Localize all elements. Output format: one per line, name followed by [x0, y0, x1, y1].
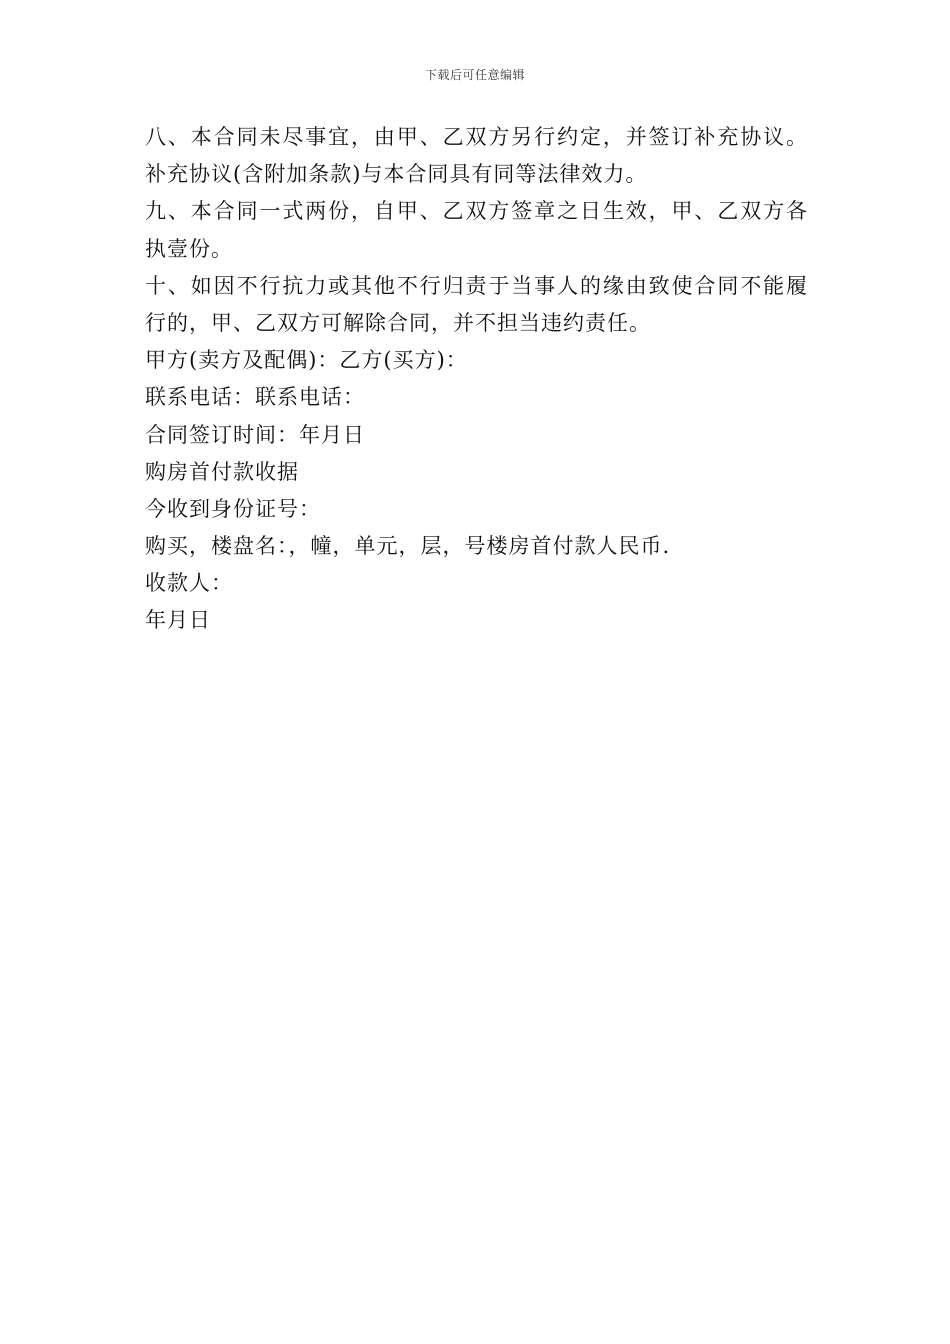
receipt-received-line: 今收到身份证号： [145, 496, 321, 521]
contact-phone-line: 联系电话：联系电话： [145, 385, 365, 410]
document-body [145, 119, 807, 640]
clause-9-line-1: 九、本合同一式两份，自甲、乙双方签章之日生效，甲、乙双方各 [145, 199, 807, 224]
signing-date-line: 合同签订时间：年月日 [145, 422, 365, 447]
clause-10-line-2: 行的，甲、乙双方可解除合同，并不担当违约责任。 [145, 310, 651, 335]
header-note: 下载后可任意编辑 [424, 68, 525, 82]
party-signature-line: 甲方(卖方及配偶)：乙方(买方)： [145, 348, 468, 373]
receipt-title: 购房首付款收据 [145, 459, 299, 484]
receipt-date-line: 年月日 [145, 608, 211, 633]
receipt-payee-line: 收款人： [145, 571, 233, 596]
clause-9-line-2: 执壹份。 [145, 236, 233, 261]
clause-8-line-2: 补充协议(含附加条款)与本合同具有同等法律效力。 [145, 162, 648, 187]
clause-8-line-1: 八、本合同未尽事宜，由甲、乙双方另行约定，并签订补充协议。 [145, 125, 807, 149]
receipt-purchase-line: 购买，楼盘名：，幢，单元，层，号楼房首付款人民币. [145, 534, 671, 559]
clause-10-line-1: 十、如因不行抗力或其他不行归责于当事人的缘由致使合同不能履 [145, 273, 807, 298]
